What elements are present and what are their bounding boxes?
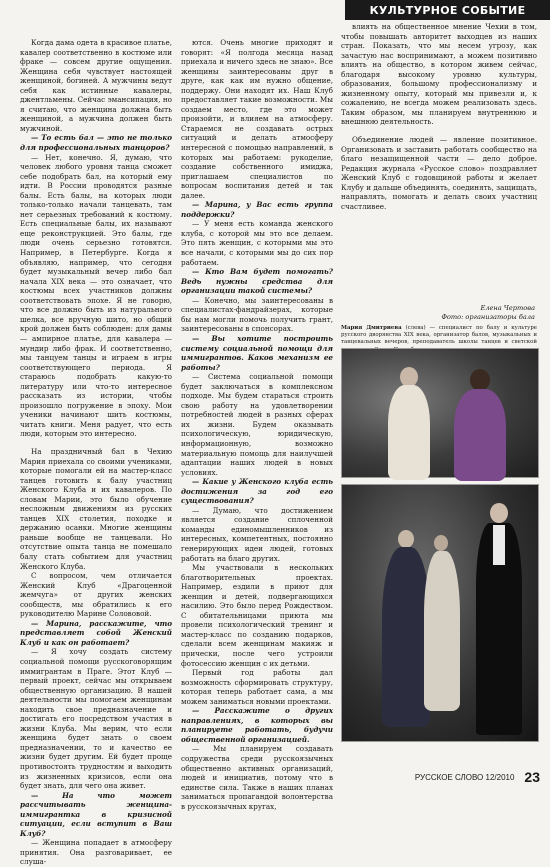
text-paragraph: — Женщина попадает в атмосферу принятия. Она разговаривает, ее слуша-: [20, 838, 172, 867]
text-paragraph: Мы участвовали в нескольких благотворительных проектах. Например, ездили в приют для женщин и детей, подвергающихся насилию. Это было перед Рождеством. С обитательницами приюта мы провели психологический тренинг и мастер-класс по созданию подарков, сделали всем женщинам макияж и прически, после чего устроили фотосессию женщин с их детьми.: [181, 563, 333, 668]
caption-name-a: Мария Дмитриева: [341, 325, 402, 331]
question-paragraph: — На что может рассчитывать женщина-иммигрантка в кризисной ситуации, если вступит в Ваш Клуб?: [20, 790, 172, 838]
section-rubric: [345, 0, 550, 20]
text-paragraph: Объединение людей — явление позитивное. Организовать и заставить работать сообщество на благо незащищенной части — дело доброе. Редакция журнала «Русское слово» поздравляет Женский Клуб с годовщиной работы и желает Клубу и дальше объединять, соединять, защищать, направлять, помогать и делать своих участниц счастливее.: [341, 135, 537, 211]
photo-ball-dancers: [341, 484, 539, 742]
rubric-label: КУЛЬТУРНОЕ СОБЫТИЕ: [369, 3, 526, 17]
column-3: [341, 22, 537, 312]
text-paragraph: влиять на общественное мнение Чехии в том, чтобы повышать авторитет выходцев из наших стран. Показать, что мы несем угрозу, как зачастую нас воспринимают, а можем позитивно влиять на общество, в котором живем сейчас, благодаря высокому уровню культуры, образования, большому профессионализму и жизненному опыту, который мы привезли и, к сожалению, не всегда можем реализовать здесь. Таким образом, мы планируем внутреннюю и внешнюю деятельность.: [341, 22, 537, 127]
photo-figure-dress: [454, 389, 506, 481]
photo-figure-head: [434, 535, 448, 551]
text-paragraph: Когда дама одета в красивое платье, кавалер соответственно в костюме или фраке — совсем другие ощущения. Женщина себя чувствует настоящей женщиной, богиней. А мужчины ведут себя как истинные кавалеры, джентльмены. Сейчас эмансипация, но я считаю, что женщина должна быть женщиной, а мужчина должен быть мужчиной.: [20, 38, 172, 133]
text-paragraph: С вопросом, чем отличается Женский Клуб «Драгоценной жемчуга» от других женских сообществ, мы обратились к его руководителю Марине Солововой.: [20, 571, 172, 619]
text-paragraph: — Нет, конечно. Я, думаю, что человек любого уровня танца сможет себе подобрать бал, на который ему идти. В России проводятся разные балы. Есть балы, на которых люди только-только начали танцевать, там нет серьезных требований к костюму. Есть специальные балы, их называют еще реконструкцией. Это балы, где люди очень серьезно готовятся. Например, в Петербурге. Когда я объявляю, например, что сегодня будет музыкальный вечер либо бал начала XIX века — это означает, что костюмы всех участников должны соответствовать эпохе. Я не говорю, что все должно быть из натурального шелка, все вручную шито, но общий крой должен быть соблюден: для дамы — ампирное платье, для кавалера — мундир либо фрак. И соответственно, мы танцуем танцы и играем в игры соответствующего периода. Я стараюсь подобрать какую-то литературу или что-то интересное рассказать из истории, чтобы произошло погружение в эпоху. Мои ученики начинают шить костюмы, читать книги. Меня радует, что есть люди, которым это интересно.: [20, 152, 172, 439]
text-paragraph: ются. Очень многие приходят и говорят: «Я полгода месяца назад приехала и ничего здесь не знаю». Все женщины заинтересованы друг в друге, как как им нужно общение, поддержу. Они находят их. Наш Клуб предоставляет такие возможности. Мы создаем место, где это может произойти, и влияем на атмосферу. Стараемся не создавать острых ситуаций и делать атмосферу интересной с помощью направлений, в которых мы работаем: рукоделие, создание собственного имиджа, приглашаем специалистов по вопросам воспитания детей и так далее.: [181, 38, 333, 200]
author-credit: [410, 304, 535, 322]
photo-figure-dress: [388, 385, 430, 480]
magazine-name: РУССКОЕ СЛОВО 12/2010: [414, 772, 515, 782]
photo-figure-dress: [382, 547, 430, 727]
text-paragraph: Первый год работы дал возможность сформировать структуру, которая теперь работает сама, а мы можем заниматься новыми проектами.: [181, 668, 333, 706]
question-paragraph: — Марина, расскажите, что представляет собой Женский Клуб и как он работает?: [20, 618, 172, 647]
photo-figure-head: [398, 530, 414, 548]
text-paragraph: — Конечно, мы заинтересованы в специалистах-фандрайзерах, которые бы нам могли помочь получить грант, заинтересованы в спонсорах.: [181, 295, 333, 334]
photo-credit: Фото: организаторы бала: [441, 313, 535, 321]
text-paragraph: — Мы планируем создавать содружества среди русскоязычных общественно активных организаций, людей и инициатив, потому что в единстве сила. Также в наших планах заниматься пропагандой волонтерства в русскоязычных кругах,: [181, 744, 333, 811]
question-paragraph: — Какие у Женского клуба есть достижения за год его существования?: [181, 477, 333, 506]
photo-figure-head: [490, 503, 508, 523]
text-paragraph: — У меня есть команда женского клуба, с которой мы это все делаем. Это пять женщин, с которыми мы это все начали, с которыми мы до сих пор работаем.: [181, 219, 333, 267]
column-1: [20, 38, 172, 867]
text-paragraph: — Думаю, что достижением является создание сплоченной команды единомышленников из интересных, компетентных, постоянно генерирующих идеи людей, готовых работать на благо других.: [181, 505, 333, 563]
page-footer: [400, 769, 540, 785]
photo-figure-dress: [424, 551, 460, 711]
page-number: 23: [524, 769, 540, 785]
question-paragraph: — То есть бал — это не только для профессиональных танцоров?: [20, 133, 172, 153]
question-paragraph: — Расскажите о других направлениях, в которых вы планируете работать, будучи общественной организацией.: [181, 706, 333, 744]
caption-text-a: (слева) — специалист по балу и культуре русского дворянства XIX века, организатор балов, музыкальных и танцевальных вечеров, преподаватель школы танцев и светской: [341, 325, 537, 346]
text-paragraph: На праздничный бал в Чехию Мария приехала со своими учениками, которые помогали ей на мастер-класс танцев готовить к балу участниц Женского Клуба и их кавалеров. По словам Марии, это было обучение несложным движениям из русских танцев XIX столетия, походке и держанию осанки. Многие женщины раньше вообще не танцевали. Но отсутствие опыта танца не помешало балу стать событием для участниц Женского Клуба.: [20, 446, 172, 571]
photo-figure-head: [470, 369, 490, 391]
question-paragraph: — Кто Вам будет помогать? Ведь нужны средства для организации такой системы?: [181, 267, 333, 296]
text-paragraph: — Система социальной помощи будет заключаться в комплексном подходе. Мы будем стараться строить свою работу на удовлетворении потребностей людей в разных сферах их жизни. Будем оказывать психологическую, юридическую, информационную, возможно материальную помощь для наилучшей адаптации наших людей в новых условиях.: [181, 372, 333, 477]
text-paragraph: — Я хочу создать систему социальной помощи русскоговорящим иммигрантам в Праге. Этот Клуб — первый проект, сейчас мы открываем общественную организацию. В нашей деятельности мы помогаем женщинам находить свое предназначение и достигать его посредством участия в жизни Клуба. Мы верим, что если женщина будет знать о своем предназначении, то и качество ее жизни будет другим. Ей будет проще противостоять трудностям и выходить из жизненных кризисов, если она будет знать, для чего она живет.: [20, 647, 172, 791]
column-2: [181, 38, 333, 811]
author-name: Елена Чертова: [480, 304, 535, 312]
photo-two-women: [341, 348, 539, 478]
photo-figure-head: [400, 367, 418, 387]
question-paragraph: — Марина, у Вас есть группа поддержки?: [181, 200, 333, 219]
question-paragraph: — Вы хотите построить систему социальной помощи для иммигрантов. Каков механизм ее работы?: [181, 333, 333, 372]
photo-shirt: [493, 525, 505, 565]
